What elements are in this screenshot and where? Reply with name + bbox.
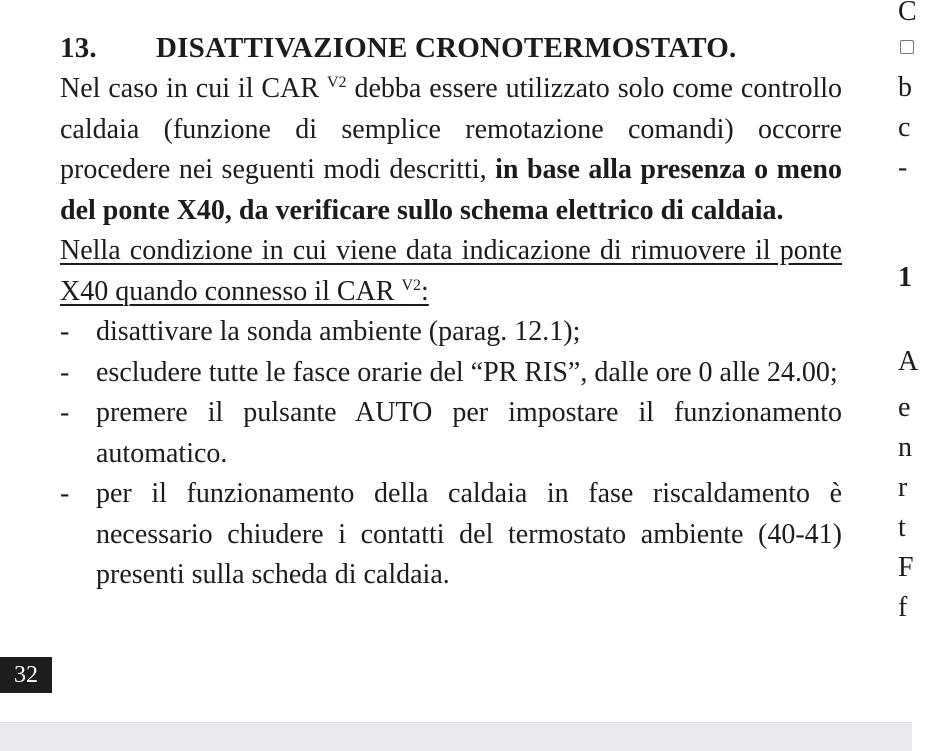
list-item-text: premere il pulsante AUTO per impostare il funzionamento automatico. <box>96 397 842 469</box>
list-item <box>60 312 842 353</box>
next-column-letter: - <box>898 152 908 183</box>
next-column-letter: e <box>898 392 911 423</box>
section-title: DISATTIVAZIONE CRONOTERMOSTATO. <box>156 32 737 64</box>
list-item <box>60 353 842 394</box>
document-content <box>60 28 842 596</box>
next-column-letter: F <box>898 552 914 583</box>
steps-list <box>60 312 842 596</box>
list-item <box>60 393 842 474</box>
page-icon <box>900 40 914 54</box>
next-column-letter: c <box>898 112 911 143</box>
section-number: 13. <box>60 32 97 64</box>
intro-text-after-sup: debba essere utilizzato solo come controllo caldaia (funzione di semplice remotazione comandi) occorre procedere nei seguenti modi descritti, <box>60 73 843 185</box>
list-dash: - <box>60 478 70 509</box>
list-dash: - <box>60 356 70 388</box>
list-item-text: per il funzionamento della caldaia in fase riscaldamento è necessario chiudere i contatti del termostato ambiente (40-41) presenti sulla scheda di caldaia. <box>96 478 842 590</box>
condition-superscript: V2 <box>401 276 421 294</box>
viewer-bottom-bar <box>0 722 912 751</box>
list-item <box>60 474 842 596</box>
next-column-letter: 1 <box>898 262 912 293</box>
intro-bold-text: in base alla presenza o meno del ponte X40, da verificare sullo schema elettrico di caldaia. <box>60 154 842 226</box>
next-column-letter: b <box>898 72 912 103</box>
condition-paragraph <box>60 231 842 312</box>
list-item-text: escludere tutte le fasce orarie del “PR RIS”, dalle ore 0 alle 24.00; <box>96 356 838 388</box>
next-column-letter: t <box>898 512 906 543</box>
next-column-letter: n <box>898 432 912 463</box>
section-heading <box>60 28 842 69</box>
list-dash: - <box>60 397 70 428</box>
list-dash: - <box>60 316 70 347</box>
intro-paragraph <box>60 69 842 231</box>
next-column-letter: A <box>898 346 919 377</box>
next-column-letter: r <box>898 472 908 503</box>
intro-superscript: V2 <box>326 74 347 91</box>
list-item-text: disattivare la sonda ambiente (parag. 12.1); <box>96 316 581 347</box>
next-column-letter: C <box>898 0 917 27</box>
page-number-badge: 32 <box>0 657 52 693</box>
next-column-letter: f <box>898 592 908 623</box>
condition-text: Nella condizione in cui viene data indicazione di rimuovere il ponte X40 quando connesso il CAR <box>60 235 842 307</box>
intro-text-before-sup: Nel caso in cui il CAR <box>60 73 320 104</box>
condition-suffix: : <box>421 275 429 307</box>
